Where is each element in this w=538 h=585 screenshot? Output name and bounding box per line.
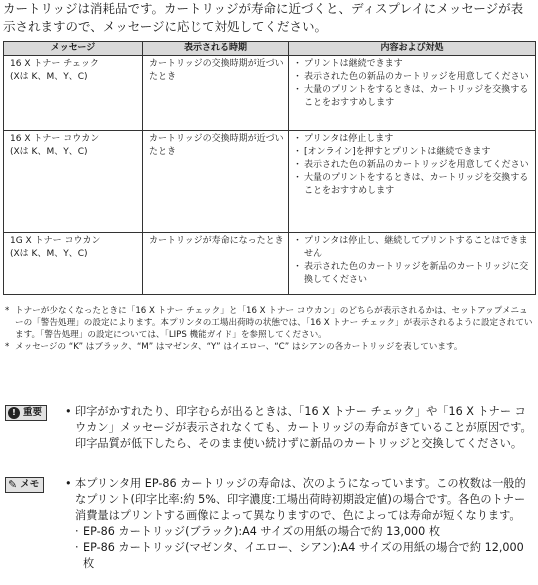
message-cell [4,233,143,295]
asterisk-mark: * [5,342,10,352]
memo-badge [5,477,44,493]
actions-cell [289,233,536,295]
action-item: ・ プリントは継続できます [295,58,531,71]
action-item: ・ 大量のプリントをするときは、カートリッジを交換することをおすすめします [295,172,531,198]
action-item: ・ プリンタは停止し、継続してプリントすることはできません [295,235,531,261]
actions-cell [289,56,536,131]
memo-item: · EP-86 カートリッジ(ブラック):A4 サイズの用紙の場合で約 13,000 枚 [75,525,441,538]
important-body: • 印字がかすれたり、印字むらが出るときは、「16 X トナー チェック」や「16 X トナー コウカン」メッセージが表示されなくても、カートリッジの寿命がきていることが原因です。印字品質が低下したら、そのまま使い続けずに新品のカートリッジと交換してください。 [65,405,532,450]
message-code: 1G X トナー コウカン [10,236,101,246]
memo-item: · EP-86 カートリッジ(マゼンタ、イエロー、シアン):A4 サイズの用紙の場合で約 12,000 枚 [75,541,524,570]
message-code: 16 X トナー チェック [10,59,99,69]
header-timing: 表示される時期 [143,42,289,56]
header-message: メッセージ [4,42,143,56]
important-label: 重要 [23,407,43,418]
memo-item-text: EP-86 カートリッジ(マゼンタ、イエロー、シアン):A4 サイズの用紙の場合で約 12,000 枚 [83,541,524,570]
message-note: (Xは K、M、Y、C) [10,249,88,259]
action-item: ・ 表示された色の新品のカートリッジを用意してください [295,159,531,172]
pencil-icon: ✎ [8,478,18,491]
intro-paragraph: カートリッジは消耗品です。カートリッジが寿命に近づくと、ディスプレイにメッセージが表示されますので、メッセージに応じて対処してください。 [3,1,524,34]
footnotes [3,305,535,353]
table-header-row [4,42,536,56]
important-badge [5,405,47,421]
exclamation-icon: ! [8,407,20,419]
message-note: (Xは K、M、Y、C) [10,72,88,82]
message-table [3,41,536,295]
action-item: ・ 大量のプリントをするときは、カートリッジを交換することをおすすめします [295,84,531,110]
action-item: ・ 表示された色の新品のカートリッジを用意してください [295,71,531,84]
table-row [4,131,536,233]
important-callout [3,404,535,452]
actions-cell [289,131,536,233]
timing-cell: カートリッジが寿命になったとき [143,233,289,295]
message-code: 16 X トナー コウカン [10,134,100,144]
timing-cell: カートリッジの交換時期が近づいたとき [143,131,289,233]
footnote-text: メッセージの “K” はブラック、“M” はマゼンタ、“Y” はイエロー、“C” はシアンの各カートリッジを表しています。 [15,342,463,352]
message-note: (Xは K、M、Y、C) [10,147,88,157]
footnote [3,341,535,353]
footnote [3,305,535,341]
action-item: ・ 表示された色のカートリッジを新品のカートリッジに交換してください [295,261,531,287]
action-item: ・ プリンタは停止します [295,133,531,146]
timing-cell: カートリッジの交換時期が近づいたとき [143,56,289,131]
memo-text: 本プリンタ用 EP-86 カートリッジの寿命は、次のようになっています。この枚数は一般的なプリント(印字比率:約 5%、印字濃度:工場出荷時初期設定値)の場合です。各色のトナー消費量はプリントする画像によって異なりますので、色によっては寿命が短くなります。 [75,477,526,522]
message-cell [4,56,143,131]
asterisk-mark: * [5,306,10,316]
table-row [4,56,536,131]
table-row [4,233,536,295]
memo-body: • 本プリンタ用 EP-86 カートリッジの寿命は、次のようになっています。この枚数は一般的なプリント(印字比率:約 5%、印字濃度:工場出荷時初期設定値)の場合です。各色のトナー消費量はプリントする画像によって異なりますので、色によっては寿命が短くなります。 · EP-86 カートリッジ(ブラック):A4 サイズの用紙の場合で約 13,000 枚 · EP-86 カートリッジ(マゼンタ、イエロー、シアン):A4 サイズの用紙の場合で約 12,000 枚 [65,476,535,572]
footnote-text: トナーが少なくなったときに「16 X トナー チェック」と「16 X トナー コウカン」のどちらが表示されるかは、セットアップメニューの「警告処理」の設定によります。本プリンタの工場出荷時の状態では、「16 X トナー チェック」が表示されるように設定されています。「警告処理」の設定については、「LIPS 機能ガイド」を参照してください。 [15,306,533,340]
message-cell [4,131,143,233]
header-actions: 内容および対処 [289,42,536,56]
memo-label: メモ [20,479,40,490]
memo-item-text: EP-86 カートリッジ(ブラック):A4 サイズの用紙の場合で約 13,000 枚 [83,525,441,538]
important-text: 印字がかすれたり、印字むらが出るときは、「16 X トナー チェック」や「16 X トナー コウカン」メッセージが表示されなくても、カートリッジの寿命がきていることが原因です。印字品質が低下したら、そのまま使い続けずに新品のカートリッジと交換してください。 [75,405,532,450]
memo-callout [3,476,535,572]
action-item: ・ [オンライン]を押すとプリントは継続できます [295,146,531,159]
